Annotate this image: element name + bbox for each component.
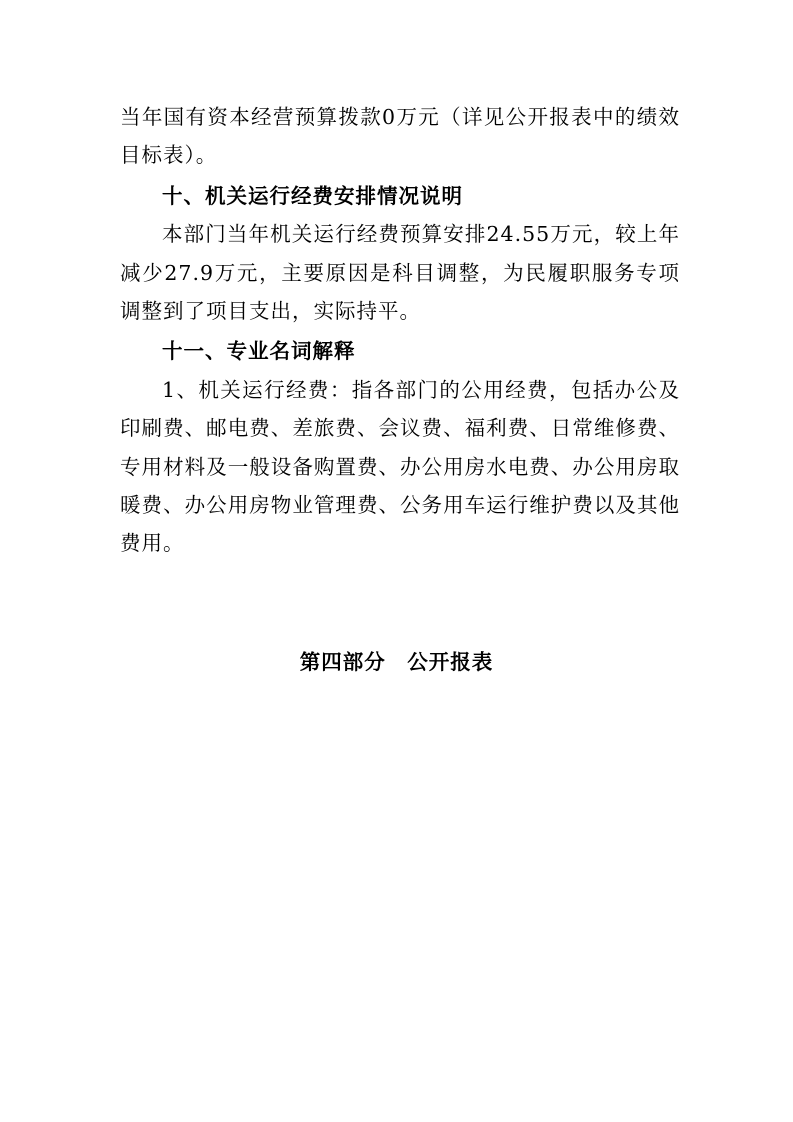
section-ten-heading: 十、机关运行经费安排情况说明 bbox=[162, 183, 463, 208]
part-four-title: 第四部分 公开报表 bbox=[299, 650, 494, 674]
page-body bbox=[120, 98, 680, 563]
glossary-item-operating-expenses: 1、机关运行经费：指各部门的公用经费，包括办公及印刷费、邮电费、差旅费、会议费、福利费、日常维修费、专用材料及一般设备购置费、办公用房水电费、办公用房取暖费、办公用房物业管理费、公务用车运行维护费以及其他费用。 bbox=[120, 377, 680, 556]
budget-continuation-paragraph: 当年国有资本经营预算拨款0万元（详见公开报表中的绩效目标表）。 bbox=[120, 105, 680, 168]
section-ten-paragraph: 本部门当年机关运行经费预算安排24.55万元，较上年减少27.9万元，主要原因是科目调整，为民履职服务专项调整到了项目支出，实际持平。 bbox=[120, 222, 680, 324]
section-eleven-heading: 十一、专业名词解释 bbox=[162, 339, 356, 364]
